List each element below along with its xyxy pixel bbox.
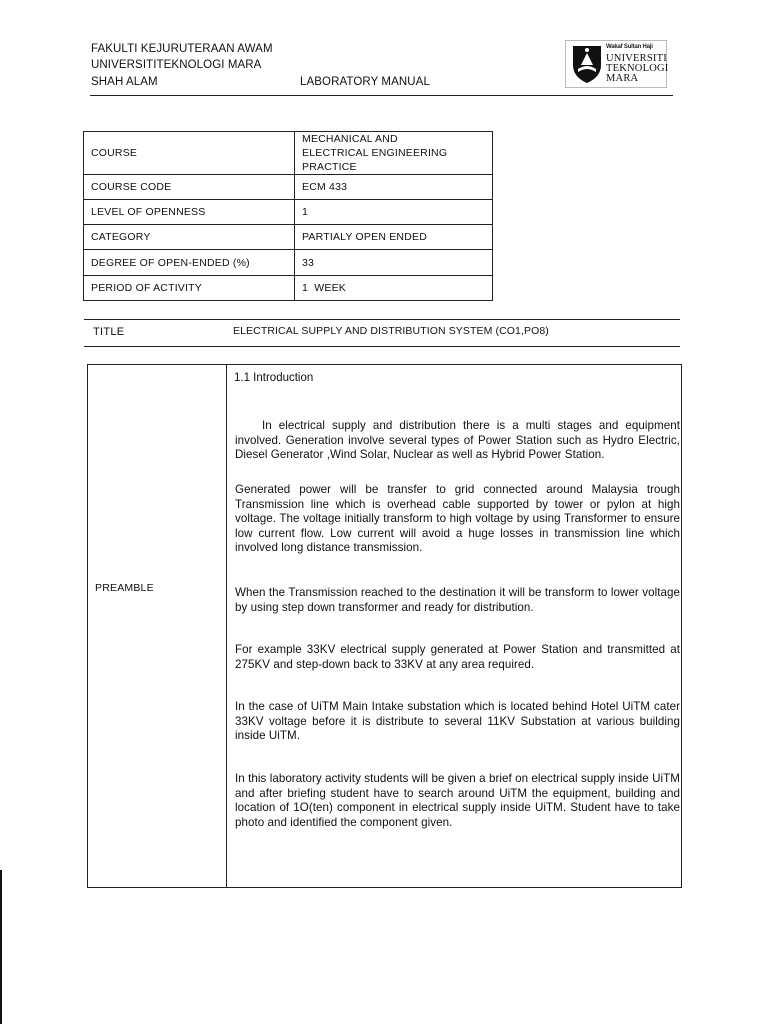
preamble-paragraph: In this laboratory activity students will be given a brief on electrical supply inside UiTM and after briefing student have to search around UiTM the equipment, building and location of 1O(ten) component in electrical supply inside UiTM. Student have to take photo and identified the component given. — [235, 772, 680, 829]
table-row — [84, 250, 493, 276]
open-ended-degree-value: 33 — [295, 250, 493, 276]
table-row — [84, 175, 493, 200]
openness-label: LEVEL OF OPENNESS — [84, 200, 295, 225]
course-value: MECHANICAL AND ELECTRICAL ENGINEERING PRACTICE — [295, 132, 493, 175]
openness-value: 1 — [295, 200, 493, 225]
campus-name: SHAH ALAM — [91, 76, 158, 88]
title-label: TITLE — [93, 326, 125, 338]
preamble-column-divider — [226, 364, 227, 887]
preamble-label: PREAMBLE — [95, 582, 154, 594]
table-row — [84, 225, 493, 250]
table-row — [84, 276, 493, 301]
activity-period-value: 1 WEEK — [295, 276, 493, 301]
header-divider — [90, 95, 673, 96]
category-value: PARTIALY OPEN ENDED — [295, 225, 493, 250]
section-title: 1.1 Introduction — [234, 372, 314, 384]
category-label: CATEGORY — [84, 225, 295, 250]
title-row-bottom-border — [84, 346, 680, 347]
preamble-paragraph: For example 33KV electrical supply generated at Power Station and transmitted at 275KV and step-down back to 33KV at any area required. — [235, 643, 680, 671]
course-code-label: COURSE CODE — [84, 175, 295, 200]
logo-wordmark: UNIVERSITI TEKNOLOGI MARA — [606, 53, 669, 84]
table-row — [84, 132, 493, 175]
preamble-paragraph: In electrical supply and distribution there is a multi stages and equipment involved. Generation involve several types of Power Station such as Hydro Electric, Diesel Generator ,Wind Solar, Nuclear as well as Hybrid Power Station. — [235, 419, 680, 462]
crest-icon — [570, 43, 604, 85]
page-edge-bar — [0, 870, 2, 1024]
preamble-right-border — [681, 364, 682, 887]
open-ended-degree-label: DEGREE OF OPEN-ENDED (%) — [84, 250, 295, 276]
preamble-paragraph: In the case of UiTM Main Intake substation which is located behind Hotel UiTM cater 33KV voltage before it is distribute to several 11KV Substation at various building inside UiTM. — [235, 700, 680, 743]
title-value: ELECTRICAL SUPPLY AND DISTRIBUTION SYSTEM (CO1,PO8) — [233, 325, 549, 337]
course-info-table — [83, 131, 493, 301]
course-code-value: ECM 433 — [295, 175, 493, 200]
activity-period-label: PERIOD OF ACTIVITY — [84, 276, 295, 301]
table-row — [84, 200, 493, 225]
preamble-paragraph: Generated power will be transfer to grid connected around Malaysia trough Transmission line which is overhead cable supported by tower or pylon at high voltage. The voltage initially transform to high voltage by using Transformer to ensure low current flow. Low current will avoid a huge losses in transmission line which involved long distance transmission. — [235, 483, 680, 555]
course-label: COURSE — [84, 132, 295, 175]
faculty-name: FAKULTI KEJURUTERAAN AWAM — [91, 43, 273, 55]
university-name: UNIVERSITITEKNOLOGI MARA — [91, 59, 262, 71]
uitm-logo — [565, 40, 667, 88]
preamble-paragraph: When the Transmission reached to the destination it will be transform to lower voltage by using step down transformer and ready for distribution. — [235, 586, 680, 614]
logo-wordmark-top: Wakaf Sultan Haji — [606, 44, 653, 50]
title-row-top-border — [84, 319, 680, 320]
document-type: LABORATORY MANUAL — [300, 76, 430, 88]
